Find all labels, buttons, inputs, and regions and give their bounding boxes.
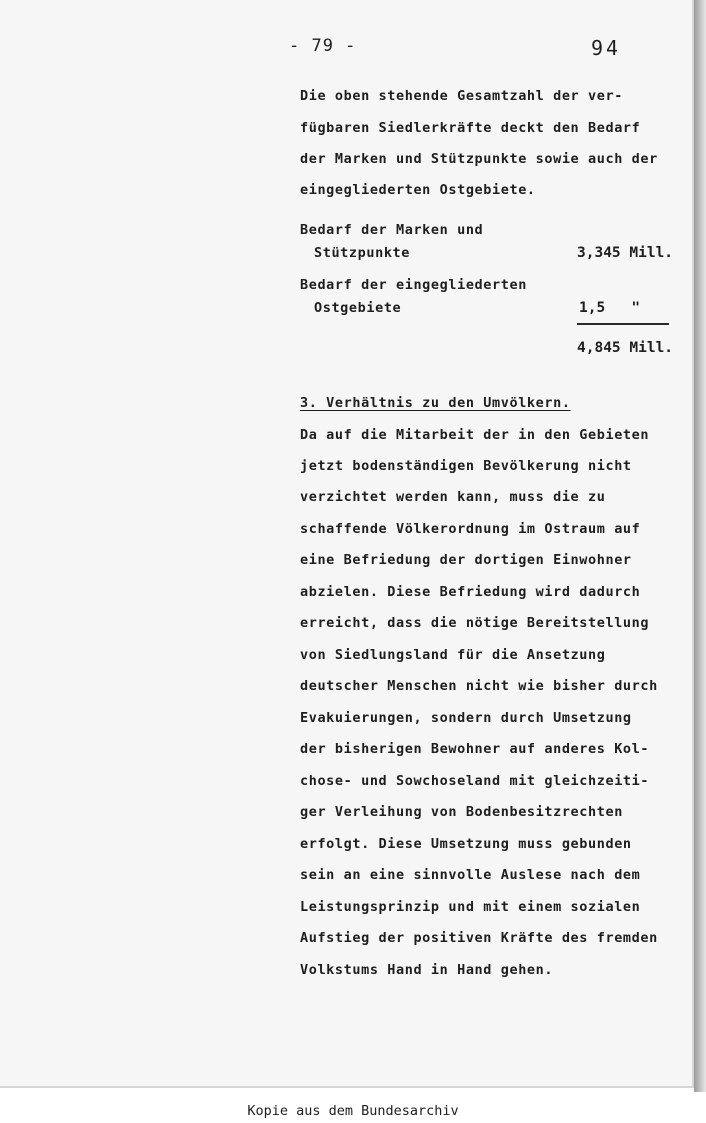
text-line: erfolgt. Diese Umsetzung muss gebunden [300,836,632,852]
text-line: Volkstums Hand in Hand gehen. [300,962,554,978]
text-line: der bisherigen Bewohner auf anderes Kol- [300,741,650,757]
sum-rule [577,323,669,325]
calc-amount: 3,345 Mill. [577,245,674,261]
calc-label: Bedarf der Marken und [300,222,484,238]
calc-amount: 1,5 " [579,300,641,316]
text-line: Die oben stehende Gesamtzahl der ver- [300,88,623,104]
page-number: - 79 - [289,36,357,56]
text-line: eingegliederten Ostgebiete. [300,182,536,198]
text-line: ger Verleihung von Bodenbesitzrechten [300,804,623,820]
text-line: erreicht, dass die nötige Bereitstellung [300,615,650,631]
text-line: von Siedlungsland für die Ansetzung [300,647,606,663]
text-line: jetzt bodenständigen Bevölkerung nicht [300,458,632,474]
text-line: Evakuierungen, sondern durch Umsetzung [300,710,632,726]
text-line: der Marken und Stützpunkte sowie auch der [300,151,658,167]
calc-label: Stützpunkte [314,245,411,261]
page-edge-shadow [694,0,706,1092]
calc-label: Bedarf der eingegliederten [300,277,527,293]
archive-footer: Kopie aus dem Bundesarchiv [247,1103,459,1119]
text-line: sein an eine sinnvolle Auslese nach dem [300,867,641,883]
text-line: abzielen. Diese Befriedung wird dadurch [300,584,641,600]
text-line: eine Befriedung der dortigen Einwohner [300,552,632,568]
calc-total: 4,845 Mill. [577,340,674,356]
text-line: schaffende Völkerordnung im Ostraum auf [300,521,641,537]
text-line: Aufstieg der positiven Kräfte des fremden [300,930,658,946]
calc-label: Ostgebiete [314,300,402,316]
text-line: fügbaren Siedlerkräfte deckt den Bedarf [300,120,641,136]
section-heading: 3. Verhältnis zu den Umvölkern. [300,395,571,411]
text-line: deutscher Menschen nicht wie bisher durch [300,678,658,694]
text-line: verzichtet werden kann, muss die zu [300,489,606,505]
text-line: Leistungsprinzip und mit einem sozialen [300,899,641,915]
archive-folio-number: 94 [591,36,622,60]
text-line: chose- und Sowchoseland mit gleichzeiti- [300,773,650,789]
text-line: Da auf die Mitarbeit der in den Gebieten [300,427,650,443]
